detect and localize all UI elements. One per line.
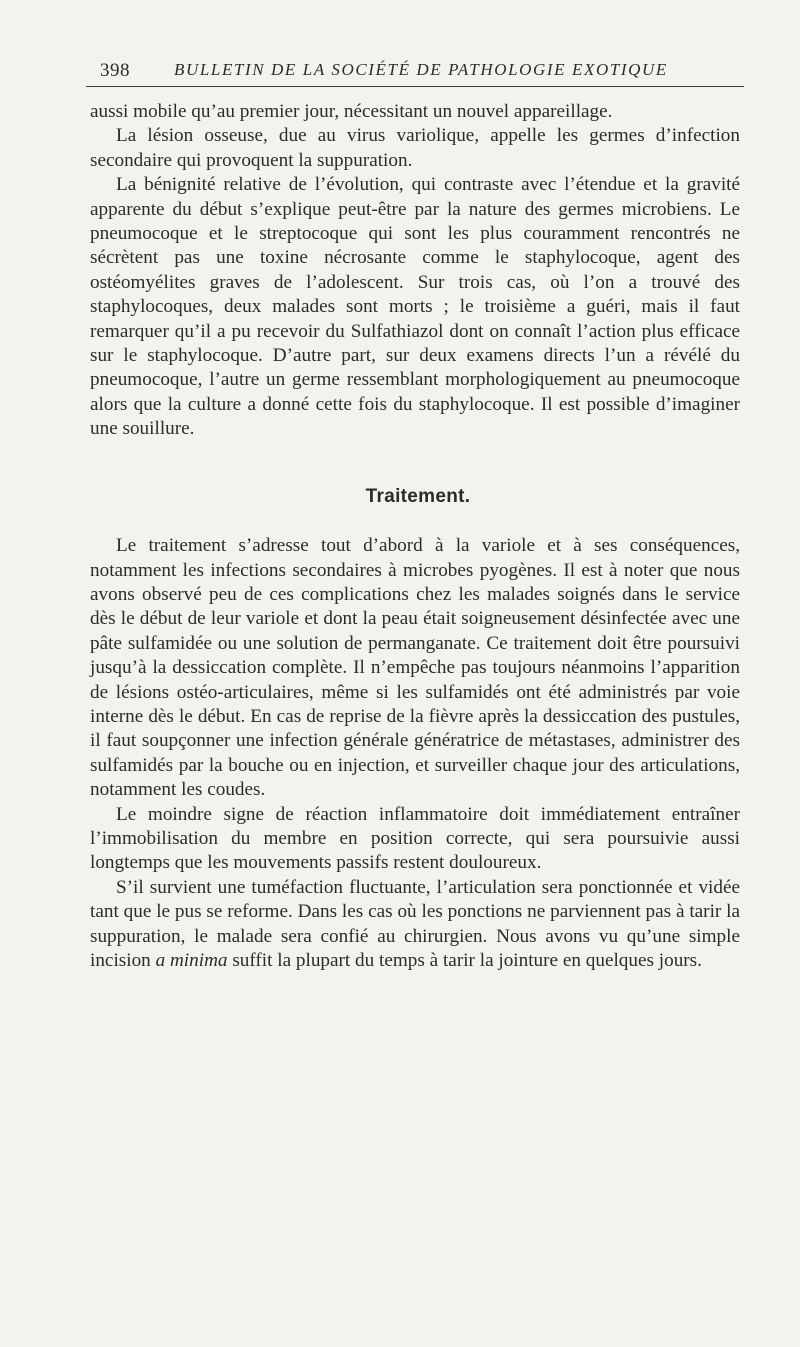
running-title: BULLETIN DE LA SOCIÉTÉ DE PATHOLOGIE EXOTIQUE [174,60,668,79]
puncture-text-end: suffit la plupart du temps à tarir la jointure en quelques jours. [227,950,702,971]
paragraph-benignity: La bénignité relative de l’évolution, qui contraste avec l’étendue et la gravité apparente du début s’explique peut-être par la nature des germes microbiens. Le pneumocoque et le streptocoque qui sont les plus couramment rencontrés ne sécrètent pas une toxine nécrosante comme le staphylocoque, agent des ostéomyélites graves de l’adolescent. Sur trois cas, où l’on a trouvé des staphylocoques, deux malades sont morts ; le troisième a guéri, mais il faut remarquer qu’il a pu recevoir du Sulfathiazol dont on connaît l’action plus efficace sur le staphylocoque. D’autre part, sur deux examens directs l’un a révélé du pneumocoque, l’autre un germe ressemblant morphologiquement au pneumocoque alors que la culture a donné cette fois du staphylocoque. Il est possible d’imaginer une souillure. [90,174,740,440]
paragraph-treatment: Le traitement s’adresse tout d’abord à la variole et à ses conséquences, notamment les infections secondaires à microbes pyogènes. Il est à noter que nous avons observé peu de ces complications chez les malades soignés dans le service dès le début de leur variole et dont la peau était soigneusement désinfectée avec une pâte sulfamidée ou une solution de permanganate. Ce traitement doit être poursuivi jusqu’à la dessiccation complète. Il n’empêche pas toujours néanmoins l’apparition de lésions ostéo-articulaires, même si les sulfamidés ont été administrés par voie interne dès le début. En cas de reprise de la fièvre après la dessiccation des pustules, il faut soupçonner une infection générale génératrice de métastases, administrer des sulfamidés par la bouche ou en injection, et surveiller chaque jour des articulations, notamment les coudes. [90,535,740,801]
paragraph-bone-lesion: La lésion osseuse, due au virus variolique, appelle les germes d’infection secondaire qui provoquent la suppuration. [90,125,740,171]
paragraph-inflammation: Le moindre signe de réaction inflammatoire doit immédiatement entraîner l’immobilisation du membre en position correcte, qui sera poursuivie aussi longtemps que les mouvements passifs restent douloureux. [90,803,740,874]
page-header [86,58,744,87]
puncture-italic-term: a minima [155,950,228,971]
paragraph-puncture [90,876,740,974]
puncture-text-start: S’il survient une tuméfaction fluctuante, l’articulation sera ponctionnée et vidée tant que le pus se reforme. Dans les cas où les ponctions ne parviennent pas à tarir la suppuration, le malade sera confié au chirurgien. Nous avons vu qu’une simple incision [90,876,740,971]
paragraph-continuation: aussi mobile qu’au premier jour, nécessitant un nouvel appareillage. [90,101,613,122]
article-body [90,100,740,973]
page-number: 398 [100,60,130,81]
section-title: Traitement. [365,485,471,507]
